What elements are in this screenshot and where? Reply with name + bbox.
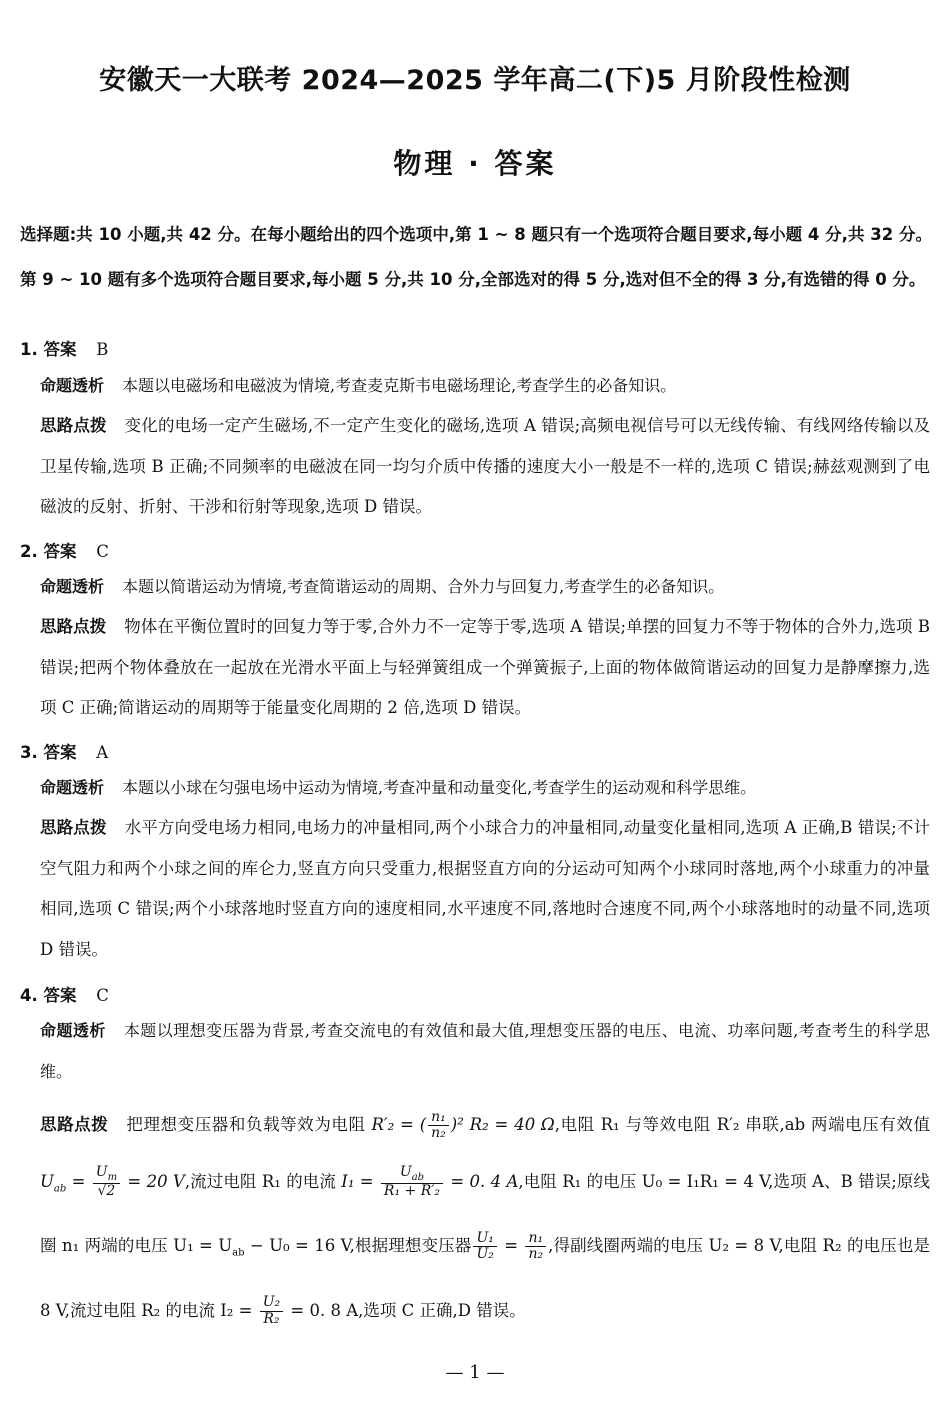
question-1-hint bbox=[40, 406, 930, 528]
page-subtitle: 物理 · 答案 bbox=[393, 147, 557, 180]
question-4-answer bbox=[20, 982, 109, 1006]
question-number: 1. bbox=[20, 340, 38, 359]
insight-label: 命题透析 bbox=[40, 376, 105, 395]
hint-label: 思路点拨 bbox=[40, 1115, 109, 1134]
answer-value: A bbox=[96, 743, 109, 762]
hint-label: 思路点拨 bbox=[40, 818, 107, 837]
answer-label: 答案 bbox=[43, 340, 77, 359]
insight-text: 本题以简谐运动为情境,考查简谐运动的周期、合外力与回复力,考查学生的必备知识。 bbox=[122, 577, 725, 596]
fraction-voltage-over-resistance: $\frac{U_{ab}}{\text{R₁ + R′₂}}$ bbox=[381, 1165, 443, 1199]
fraction-peak-over-root2: $\frac{U_m}{√2}$ bbox=[93, 1165, 120, 1199]
hint-text-2: ,电阻 R₁ 与等效电阻 R′₂ 串联,ab 两端电压有效值 bbox=[554, 1115, 931, 1134]
answer-value: B bbox=[96, 340, 109, 359]
equation-equivalent-resistance: R′₂ = ( $\frac{\text{n₁}}{\text{n₂}}$ )² R₂ = 40 Ω bbox=[371, 1108, 555, 1141]
fraction-turns-ratio: $\frac{\text{n₁}}{\text{n₂}}$ bbox=[428, 1110, 449, 1142]
page-number: — 1 — bbox=[445, 1362, 505, 1383]
question-number: 4. bbox=[20, 986, 38, 1005]
fraction-voltage-ratio: $\frac{\text{U₁}}{\text{U₂}}$ bbox=[473, 1231, 496, 1263]
page-title: 安徽天一大联考 2024—2025 学年高二(下)5 月阶段性检测 bbox=[99, 65, 851, 96]
equation-effective-voltage: $U_{ab}$ = $\frac{U_m}{√2}$ = 20 V bbox=[40, 1164, 185, 1200]
section-intro: 选择题:共 10 小题,共 42 分。在每小题给出的四个选项中,第 1 ~ 8 题只有一个选项符合题目要求,每小题 4 分,共 32 分。第 9 ~ 10 题有多个选项符合题目要求,每小题 5 分,共 10 分,全部选对的得 5 分,选对但不全的得 3 分,有选错的得 0 分。 bbox=[20, 225, 932, 289]
answer-label: 答案 bbox=[43, 743, 77, 762]
question-number: 3. bbox=[20, 743, 38, 762]
answer-value: C bbox=[96, 986, 109, 1005]
question-4-hint: 思路点拨 把理想变压器和负载等效为电阻 R′₂ = ( $\frac{\text{n₁}}{\text{n₂}}$ )² R₂ = 40 Ω,电阻 R₁ 与等效电阻 R′₂ 串联,ab 两端电压有效值 $U_{ab}$ = $\frac{U_m}{√2}$ = 20 V,流过电阻 R₁ 的电流 I₁ = $\frac{U_{ab}}{\text{R₁ + R′₂}}$ = 0. 4 A,电阻 R₁ 的电压 U₀ = I₁R₁ = 4 V,选项 A、B 错误;原线圈 n₁ 两端的电压 $U_1 = U_{ab} - U_0 = 16$ V,根据理想变压器 $\frac{\text{U₁}}{\text{U₂}}$ = $\frac{\text{n₁}}{\text{n₂}}$ ,得副线圈两端的电压 U₂ = 8 V,电阻 R₂ 的电压也是 8 V,流过电阻 R₂ 的电流 I₂ = $\frac{\text{U₂}}{\text{R₂}}$ = 0. 8 A,选项 C 正确,D 错误。 bbox=[40, 1108, 931, 1327]
hint-text-1: 把理想变压器和负载等效为电阻 bbox=[126, 1115, 372, 1134]
answer-label: 答案 bbox=[43, 986, 77, 1005]
insight-label: 命题透析 bbox=[40, 577, 105, 596]
question-3-answer bbox=[20, 739, 108, 763]
question-3-hint bbox=[40, 808, 930, 970]
question-1-insight bbox=[40, 366, 930, 407]
hint-label: 思路点拨 bbox=[40, 617, 107, 636]
insight-label: 命题透析 bbox=[40, 778, 105, 797]
hint-text: 物体在平衡位置时的回复力等于零,合外力不一定等于零,选项 A 错误;单摆的回复力不等于物体的合外力,选项 B 错误;把两个物体叠放在一起放在光滑水平面上与轻弹簧组成一个弹簧振子,上面的物体做简谐运动的回复力是静摩擦力,选项 C 正确;简谐运动的周期等于能量变化周期的 2 倍,选项 D 错误。 bbox=[40, 617, 931, 717]
insight-label: 命题透析 bbox=[40, 1021, 106, 1040]
question-1-answer bbox=[20, 336, 108, 360]
hint-text: 水平方向受电场力相同,电场力的冲量相同,两个小球合力的冲量相同,动量变化量相同,选项 A 正确,B 错误;不计空气阻力和两个小球之间的库仑力,竖直方向只受重力,根据竖直方向的分运动可知两个小球同时落地,两个小球重力的冲量相同,选项 C 错误;两个小球落地时竖直方向的速度相同,水平速度不同,落地时合速度不同,两个小球落地时的动量不同,选项 D 错误。 bbox=[40, 818, 931, 959]
equation-current-i1: I₁ = $\frac{U_{ab}}{\text{R₁ + R′₂}}$ = 0. 4 A bbox=[341, 1164, 519, 1200]
insight-text: 本题以电磁场和电磁波为情境,考查麦克斯韦电磁场理论,考查学生的必备知识。 bbox=[122, 376, 677, 395]
fraction-turns-ratio-2: $\frac{\text{n₁}}{\text{n₂}}$ bbox=[525, 1231, 546, 1263]
hint-label: 思路点拨 bbox=[40, 416, 107, 435]
question-3-insight bbox=[40, 768, 930, 809]
question-number: 2. bbox=[20, 542, 38, 561]
insight-text: 本题以理想变压器为背景,考查交流电的有效值和最大值,理想变压器的电压、电流、功率问题,考查考生的科学思维。 bbox=[40, 1021, 930, 1081]
question-2-insight bbox=[40, 567, 930, 608]
hint-text-3: ,流过电阻 R₁ 的电流 bbox=[184, 1172, 342, 1191]
question-4-insight bbox=[40, 1011, 930, 1092]
hint-text-6: = 0. 8 A,选项 C 正确,D 错误。 bbox=[285, 1300, 526, 1320]
hint-text-4: ,电阻 R₁ 的电压 U₀ = I₁R₁ = 4 V,选项 A、B 错误;原线圈 n₁ 两端的电压 $U_1 = U_{ab} - U_0 = 16$ V,根据理想变压器 bbox=[40, 1172, 930, 1259]
hint-text-5: ,得副线圈两端的电压 U₂ = 8 V,电阻 R₂ 的电压也是 8 V,流过电阻 R₂ 的电流 I₂ = bbox=[40, 1236, 931, 1320]
question-2-hint bbox=[40, 607, 930, 729]
hint-text: 变化的电场一定产生磁场,不一定产生变化的磁场,选项 A 错误;高频电视信号可以无线传输、有线网络传输以及卫星传输,选项 B 正确;不同频率的电磁波在同一均匀介质中传播的速度大小一般是不一样的,选项 C 错误;赫兹观测到了电磁波的反射、折射、干涉和衍射等现象,选项 D 错误。 bbox=[40, 416, 930, 516]
insight-text: 本题以小球在匀强电场中运动为情境,考查冲量和动量变化,考查学生的运动观和科学思维。 bbox=[122, 778, 757, 797]
answer-label: 答案 bbox=[43, 542, 77, 561]
fraction-current-i2: $\frac{\text{U₂}}{\text{R₂}}$ bbox=[260, 1295, 283, 1327]
question-2-answer bbox=[20, 538, 109, 562]
answer-value: C bbox=[96, 542, 109, 561]
